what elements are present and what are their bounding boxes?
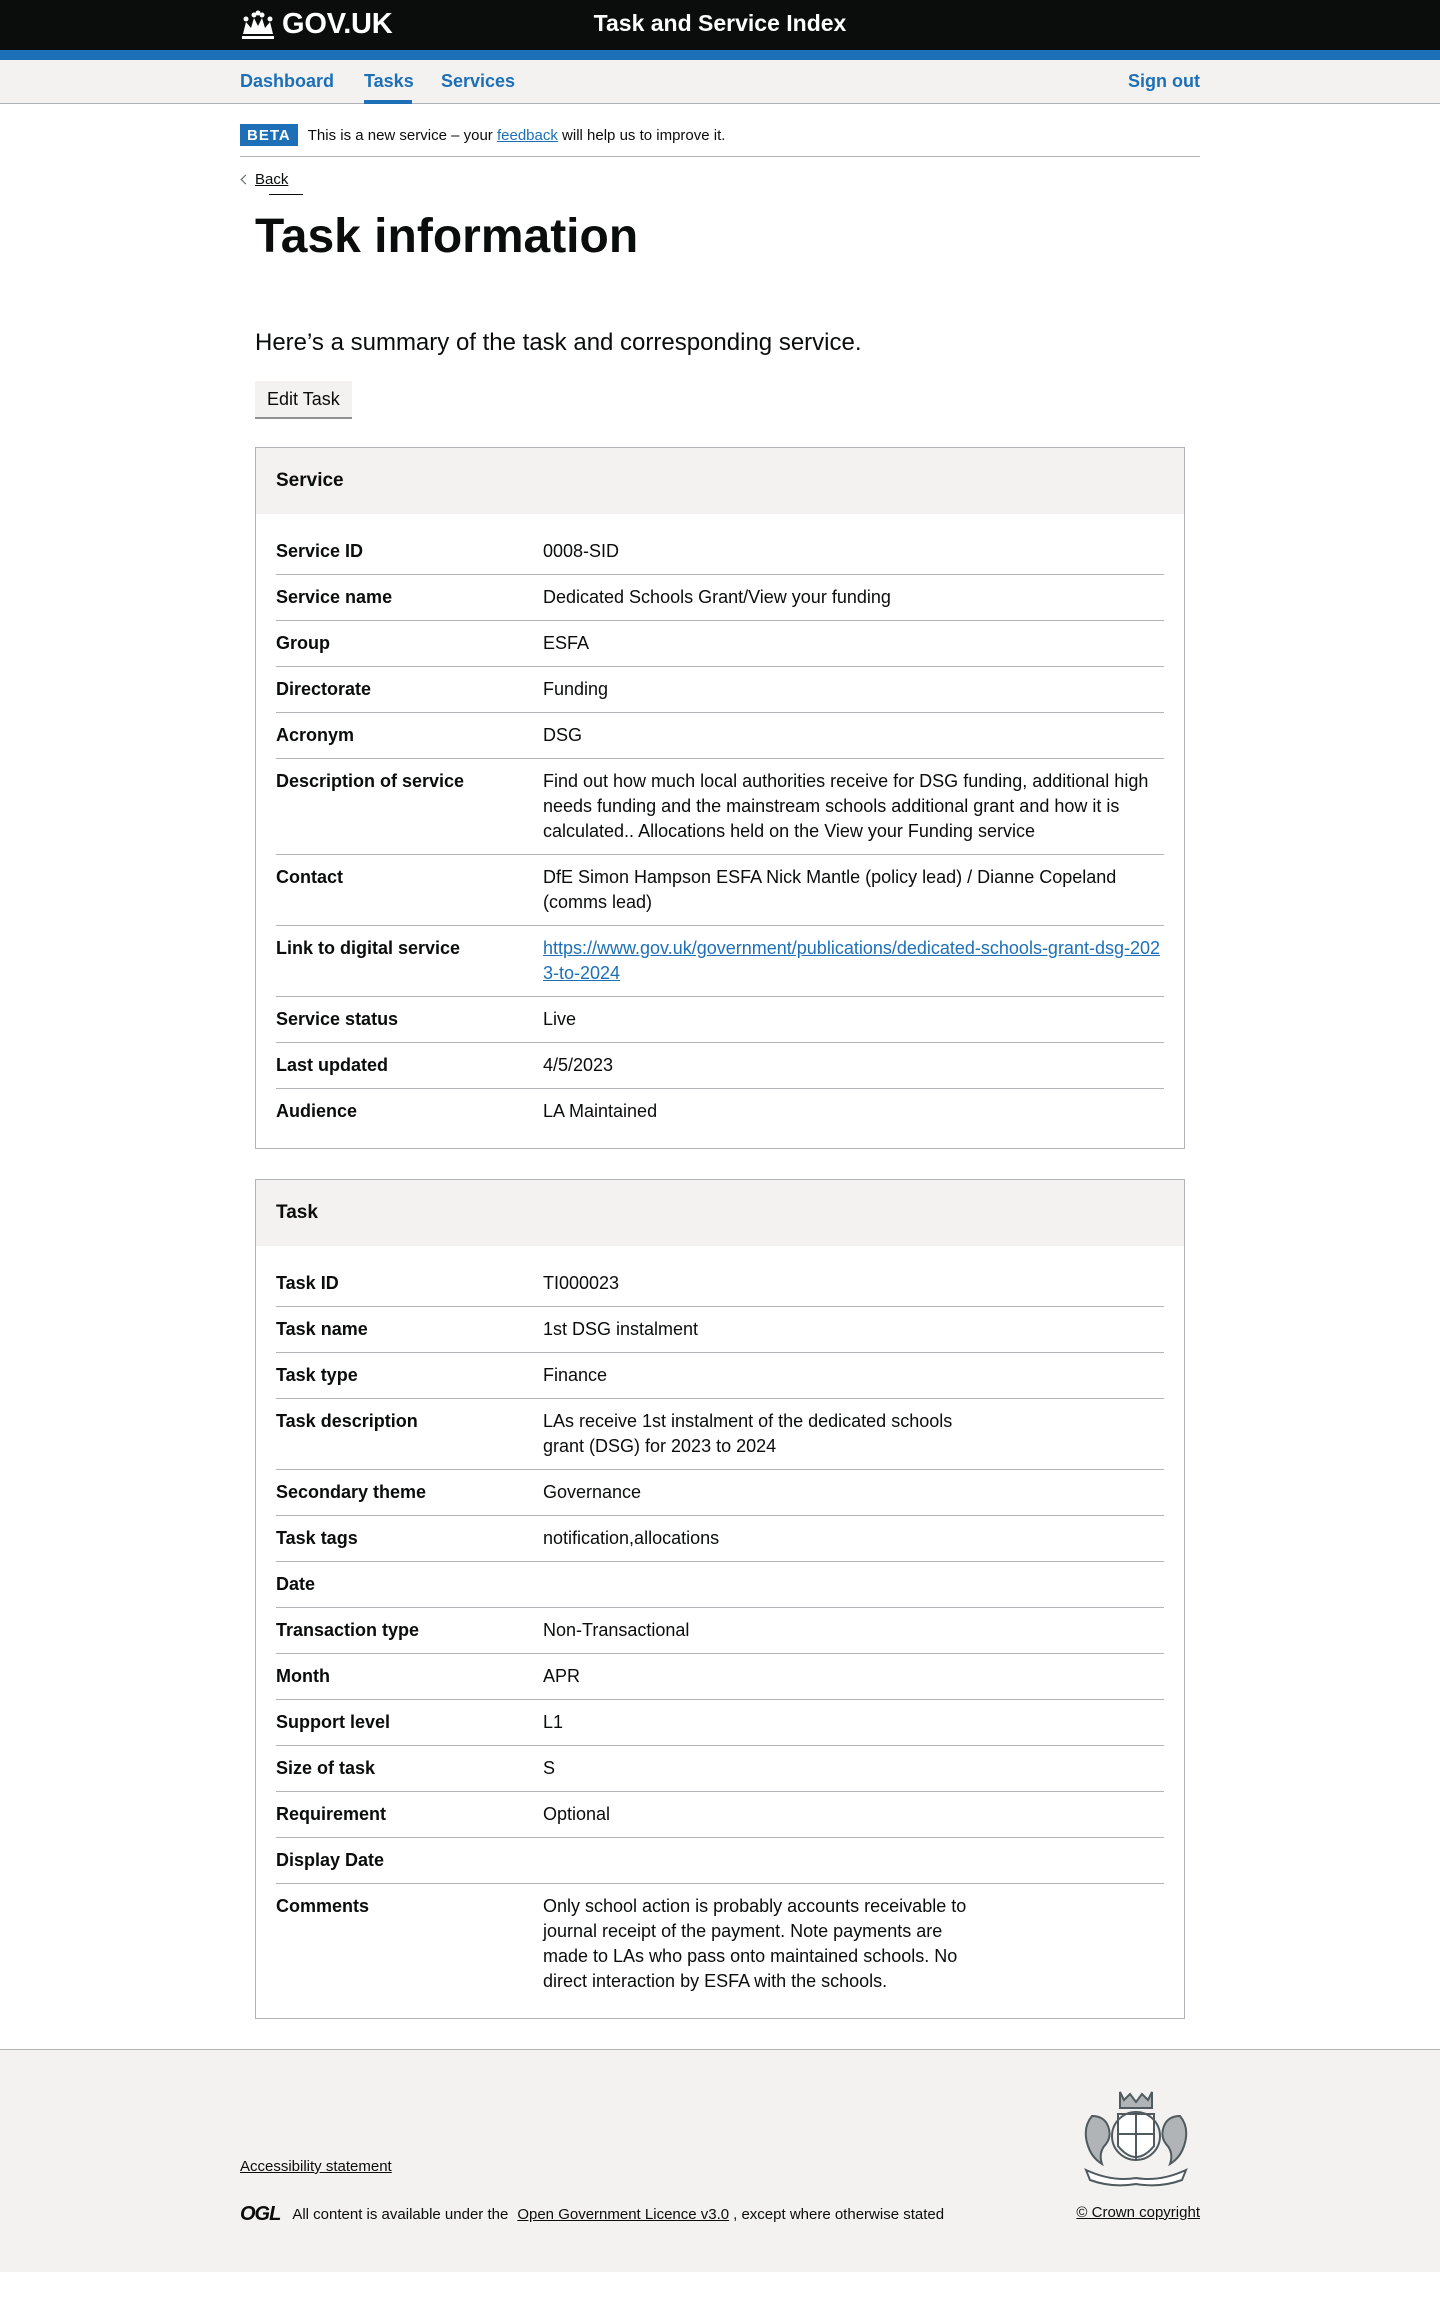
summary-value: DfE Simon Hampson ESFA Nick Mantle (policy lead) / Dianne Copeland (comms lead) [543,866,1117,912]
summary-value: Funding [543,678,609,699]
nav-item-dashboard[interactable]: Dashboard [240,71,335,91]
back-link[interactable] [240,171,288,188]
summary-row [276,1746,1164,1792]
summary-value: Optional [543,1803,611,1824]
summary-row [276,1792,1164,1838]
summary-row [276,1838,1164,1884]
summary-key: Service name [276,586,393,607]
summary-row [276,529,1164,575]
summary-key: Link to digital service [276,937,461,958]
back-divider [269,194,303,195]
royal-coat-of-arms-icon [1072,2086,1200,2195]
summary-key: Description of service [276,770,465,791]
crown-copyright-link[interactable]: © Crown copyright [1076,2203,1200,2221]
footer-licence [240,2203,944,2226]
summary-key: Requirement [276,1803,387,1824]
phase-text-before: This is a new service – your [307,126,493,144]
chevron-left-icon [241,175,251,185]
summary-value: Live [543,1008,577,1029]
phase-text [308,127,726,144]
summary-value: 4/5/2023 [543,1054,614,1075]
summary-value: notification,allocations [543,1527,720,1548]
summary-value: 1st DSG instalment [543,1318,699,1339]
summary-row [276,1516,1164,1562]
summary-key: Date [276,1573,316,1594]
service-card-title: Service [256,448,1184,514]
main-content [240,211,1200,2019]
summary-row [276,1470,1164,1516]
summary-key: Audience [276,1100,358,1121]
beta-tag: BETA [240,124,298,146]
edit-task-button[interactable]: Edit Task [255,381,352,417]
summary-row [276,997,1164,1043]
summary-row [276,1399,1164,1470]
summary-key: Group [276,632,330,653]
summary-value: ESFA [543,632,590,653]
summary-row [276,1353,1164,1399]
summary-key: Secondary theme [276,1481,427,1502]
phase-banner [240,124,1200,157]
summary-key: Last updated [276,1054,389,1075]
accessibility-statement-link[interactable]: Accessibility statement [240,2157,392,2175]
sign-out-link[interactable]: Sign out [1128,71,1200,91]
summary-key: Support level [276,1711,391,1732]
summary-value: 0008-SID [543,540,620,561]
summary-value [543,936,1164,986]
open-government-licence-link[interactable]: Open Government Licence v3.0 [517,2205,730,2223]
ogl-logo-icon: OGL [240,2202,281,2225]
primary-nav [0,60,1440,104]
summary-value: LAs receive 1st instalment of the dedicated schools grant (DSG) for 2023 to 2024 [543,1410,953,1456]
summary-row [276,1307,1164,1353]
site-footer [0,2049,1440,2272]
summary-value: APR [543,1665,581,1686]
site-header [0,0,1440,50]
summary-row [276,759,1164,855]
nav-item-services[interactable]: Services [441,71,516,91]
summary-key: Month [276,1665,330,1686]
summary-key: Contact [276,866,343,887]
summary-key: Display Date [276,1849,385,1870]
page-lead: Here’s a summary of the task and corresponding service. [255,328,862,356]
summary-value: S [543,1757,556,1778]
summary-key: Service ID [276,540,364,561]
summary-value: L1 [543,1711,564,1732]
summary-row [276,667,1164,713]
summary-key: Task ID [276,1272,339,1293]
licence-text-after: , except where otherwise stated [733,2205,945,2223]
summary-value: LA Maintained [543,1100,658,1121]
summary-value: TI000023 [543,1272,620,1293]
summary-value: Find out how much local authorities receive for DSG funding, additional high needs funding and the mainstream schools additional grant and how it is calculated.. Allocations held on the View your Funding service [543,770,1149,841]
summary-row [276,1261,1164,1307]
summary-row [276,575,1164,621]
summary-value: DSG [543,724,583,745]
summary-key: Transaction type [276,1619,420,1640]
summary-value: Only school action is probably accounts receivable to journal receipt of the payment. Note payments are made to LAs who pass onto maintained schools. No direct interaction by ESFA with the schools. [543,1895,967,1991]
header-blue-bar [0,50,1440,60]
summary-key: Acronym [276,724,355,745]
service-name[interactable]: Task and Service Index [593,10,847,36]
logo-text: GOV.UK [282,8,393,40]
summary-row [276,1608,1164,1654]
summary-row [276,926,1164,997]
summary-row [276,1562,1164,1608]
back-link-label: Back [255,171,289,188]
summary-value: Governance [543,1481,642,1502]
task-summary-card [255,1179,1185,2019]
page-title: Task information [255,210,639,263]
summary-key: Task description [276,1410,418,1431]
summary-value: Finance [543,1364,608,1385]
summary-row [276,1043,1164,1089]
summary-row [276,1654,1164,1700]
summary-row [276,621,1164,667]
summary-value [543,1572,1164,1597]
summary-key: Task type [276,1364,358,1385]
summary-key: Service status [276,1008,399,1029]
summary-value [543,1848,1164,1873]
summary-key: Task name [276,1318,368,1339]
summary-row [276,713,1164,759]
summary-row [276,1089,1164,1134]
nav-active-indicator [364,100,412,104]
service-summary-card [255,447,1185,1149]
summary-key: Directorate [276,678,372,699]
summary-key: Size of task [276,1757,376,1778]
feedback-link[interactable]: feedback [496,126,558,144]
summary-row [276,855,1164,926]
phase-text-after: will help us to improve it. [562,126,726,144]
summary-row [276,1700,1164,1746]
summary-row [276,1884,1164,2004]
summary-key: Comments [276,1895,370,1916]
summary-value: Dedicated Schools Grant/View your funding [543,586,891,607]
summary-key: Task tags [276,1527,358,1548]
licence-text-before: All content is available under the [292,2205,509,2223]
summary-value: Non-Transactional [543,1619,690,1640]
task-card-title: Task [256,1180,1184,1246]
nav-item-tasks[interactable]: Tasks [364,71,414,91]
digital-service-link[interactable]: https://www.gov.uk/government/publications/dedicated-schools-grant-dsg-2023-to-2024 [543,937,1161,983]
